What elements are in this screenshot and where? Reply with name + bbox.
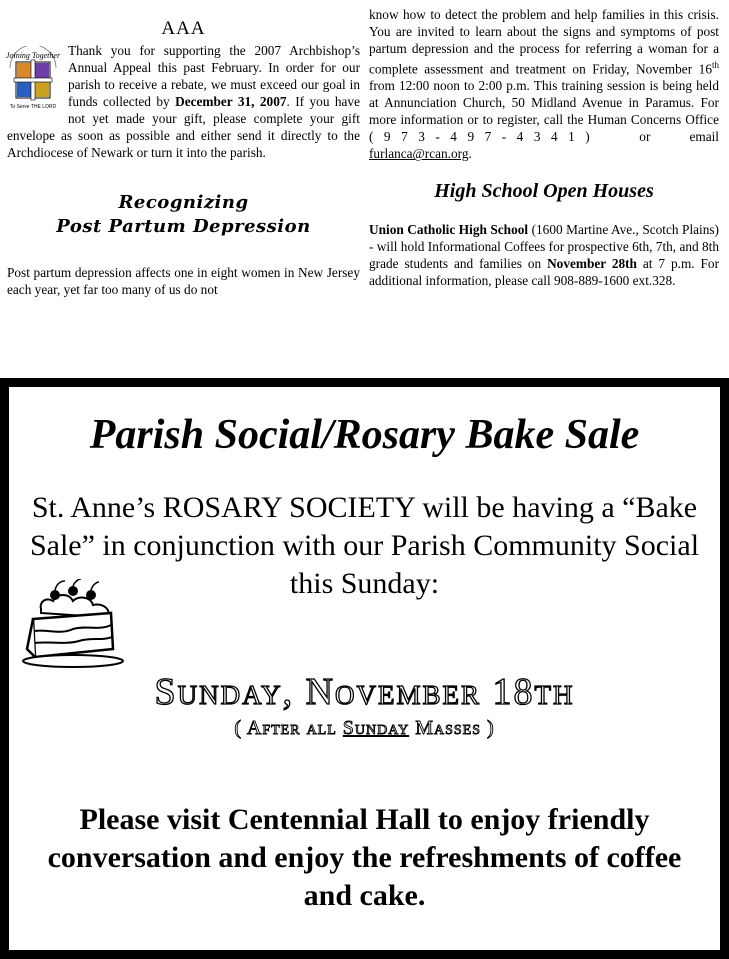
logo-text: Joining Together [5, 51, 61, 60]
aaa-title: AAA [161, 18, 206, 39]
email-link[interactable]: furlanca@rcan.org [369, 146, 469, 162]
logo-subtext: To Serve THE LORD [9, 104, 57, 110]
bake-sale-flyer [0, 378, 729, 959]
joining-together-logo-icon [4, 46, 62, 114]
hs-paragraph: Union Catholic High School (1600 Martine Ave., Scotch Plains) - will hold Informational Coffees for prospective 6th, 7th, and 8th grade students and families on November 28th at 7 p.m. For additional information, please call 908-889-1600 ext.328. [369, 222, 720, 289]
hs-title: High School Open Houses [434, 180, 654, 203]
flyer-title: Parish Social/Rosary Bake Sale [89, 412, 640, 458]
after-masses: ( After all Sunday Masses ) [234, 717, 495, 739]
flyer-inner [9, 387, 720, 950]
ppd-title: Recognizing Post Partum Depression [56, 192, 311, 237]
event-date: Sunday, November 18th [154, 671, 575, 713]
flyer-body: St. Anne’s ROSARY SOCIETY will be having a “Bake Sale” in conjunction with our Parish Community Social this Sunday: [29, 491, 700, 600]
ppd-paragraph-start: Post partum depression affects one in eight women in New Jersey each year, yet far too many of us do not [7, 265, 360, 297]
aaa-paragraph: Thank you for supporting the 2007 Archbishop’s Annual Appeal this past February. In order for our parish to receive a rebate, we must exceed our goal in funds collected by December 31, 2007. If you have not yet made your gift, please complete your gift envelope as soon as possible and either send it directly to the Archdiocese of Newark or turn it into the parish. [7, 43, 360, 160]
ppd-paragraph-cont: know how to detect the problem and help families in this crisis. You are invited to learn about the signs and symptoms of post partum depression and the process for referring a woman for a complete assessment and treatment on Friday, November 16th from 12:00 noon to 2:00 p.m. This training session is being held at Annunciation Church, 50 Midland Avenue in Paramus. For more information or to register, call the Human Concerns Office (973-497-4341) or email furlanca@rcan.org. [369, 7, 719, 162]
right-column [369, 0, 719, 289]
left-column [7, 0, 360, 298]
visit-message: Please visit Centennial Hall to enjoy friendly conversation and enjoy the refreshments of coffee and cake. [47, 803, 682, 912]
cake-icon [21, 579, 131, 671]
